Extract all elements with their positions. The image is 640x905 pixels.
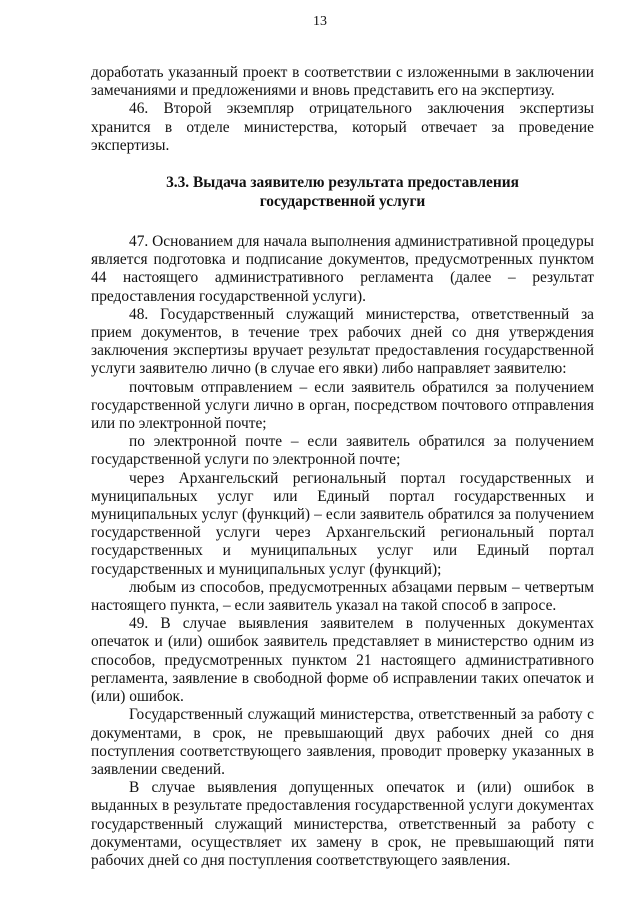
page-number: 13 [313, 14, 327, 29]
paragraph-49: 49. В случае выявления заявителем в полученных документах опечаток и (или) ошибок заявитель представляет в министерство одним из способов, предусмотренных пунктом 21 настоящего административного регламента, заявление в свободной форме об исправлении таких опечаток и (или) ошибок. [91, 615, 594, 706]
paragraph-47: 47. Основанием для начала выполнения административной процедуры является подготовка и подписание документов, предусмотренных пунктом 44 настоящего административного регламента (далее – результат предоставления государственной услуги). [91, 233, 594, 305]
paragraph-49-check: Государственный служащий министерства, ответственный за работу с документами, в срок, не превышающий двух рабочих дней со дня поступления соответствующего заявления, проводит проверку указанных в заявлении сведений. [91, 706, 594, 778]
section-heading: 3.3. Выдача заявителю результата предоставления государственной услуги [166, 174, 519, 211]
paragraph-46: 46. Второй экземпляр отрицательного заключения экспертизы хранится в отделе министерства, который отвечает за проведение экспертизы. [91, 100, 594, 154]
paragraph-48-email: по электронной почте – если заявитель обратился за получением государственной услуги по электронной почте; [91, 433, 594, 469]
paragraph-continuation: доработать указанный проект в соответствии с изложенными в заключении замечаниями и предложениями и вновь представить его на экспертизу. [91, 64, 594, 100]
paragraph-48-any: любым из способов, предусмотренных абзацами первым – четвертым настоящего пункта, – если заявитель указал на такой способ в запросе. [91, 578, 594, 615]
paragraph-48: 48. Государственный служащий министерства, ответственный за прием документов, в течение трех рабочих дней со дня утверждения заключения экспертизы вручает результат предоставления государственной услуги заявителю лично (в случае его явки) либо направляет заявителю: [91, 305, 594, 378]
document-body [91, 64, 594, 870]
paragraph-48-postal: почтовым отправлением – если заявитель обратился за получением государственной услуги лично в орган, посредством почтового отправления или по электронной почте; [91, 378, 594, 433]
paragraph-49-replace: В случае выявления допущенных опечаток и (или) ошибок в выданных в результате предоставления государственной услуги документах государственный служащий министерства, ответственный за работу с документами, осуществляет их замену в срок, не превышающий пяти рабочих дней со дня поступления соответствующего заявления. [91, 779, 594, 869]
paragraph-48-portal: через Архангельский региональный портал государственных и муниципальных услуг или Единый портал государственных и муниципальных услуг (функций) – если заявитель обратился за получением государственной услуги через Архангельский региональный портал государственных и муниципальных услуг или Единый портал государственных и муниципальных услуг (функций); [91, 469, 594, 578]
